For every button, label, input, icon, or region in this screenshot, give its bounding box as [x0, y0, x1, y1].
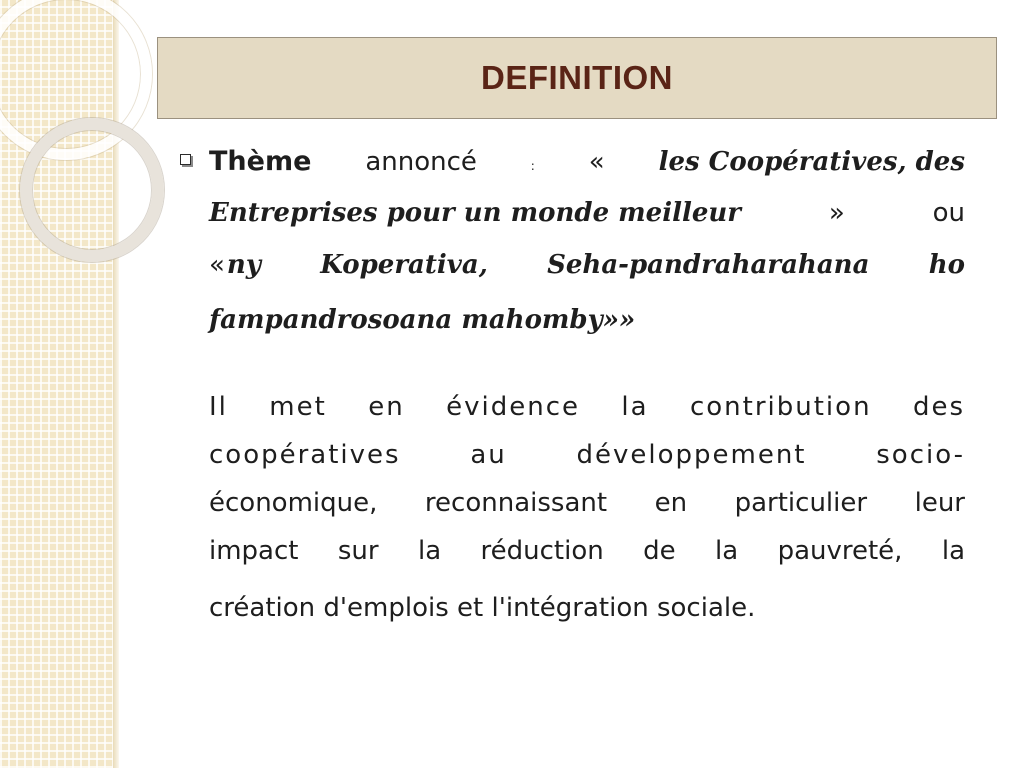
paragraph-line-4	[209, 536, 965, 566]
paragraph-text-5: création d'emplois et l'intégration sociale.	[209, 593, 756, 623]
theme-french-part-2: Entreprises pour un monde meilleur	[209, 198, 741, 228]
paragraph-line-2	[209, 440, 965, 470]
paragraph-text-3: économique, reconnaissant en particulier leur	[209, 488, 965, 518]
theme-or: ou	[932, 198, 965, 228]
paragraph-line-1	[209, 392, 965, 422]
paragraph-text-2: coopératives au développement socio-	[209, 440, 965, 470]
theme-malagasy-part-2: fampandrosoana mahomby»»	[209, 305, 636, 335]
checkbox-bullet-icon	[180, 154, 191, 165]
paragraph-text-1: Il met en évidence la contribution des	[209, 392, 965, 422]
paragraph-text-4: impact sur la réduction de la pauvreté, la	[209, 536, 965, 566]
theme-quote-open: «	[588, 147, 605, 177]
theme-line-4	[209, 305, 965, 335]
theme-line-3	[209, 250, 965, 280]
decorative-ring-lower	[20, 118, 164, 262]
theme-line-1	[209, 146, 965, 177]
paragraph-line-5	[209, 593, 965, 623]
theme-quote-close: »	[828, 198, 845, 228]
theme-announced: annoncé	[365, 147, 477, 177]
theme-malagasy-quote-open: «	[209, 250, 225, 280]
slide-title-bar	[157, 37, 997, 119]
theme-line-2	[209, 198, 965, 228]
paragraph-line-3	[209, 488, 965, 518]
slide-title: DEFINITION	[481, 59, 673, 96]
theme-french-part-1: les Coopératives, des	[658, 147, 965, 177]
theme-malagasy-part-1: ny Koperativa, Seha-pandraharahana ho	[226, 250, 965, 280]
theme-term: Thème	[209, 146, 312, 177]
theme-colon: :	[530, 159, 535, 173]
